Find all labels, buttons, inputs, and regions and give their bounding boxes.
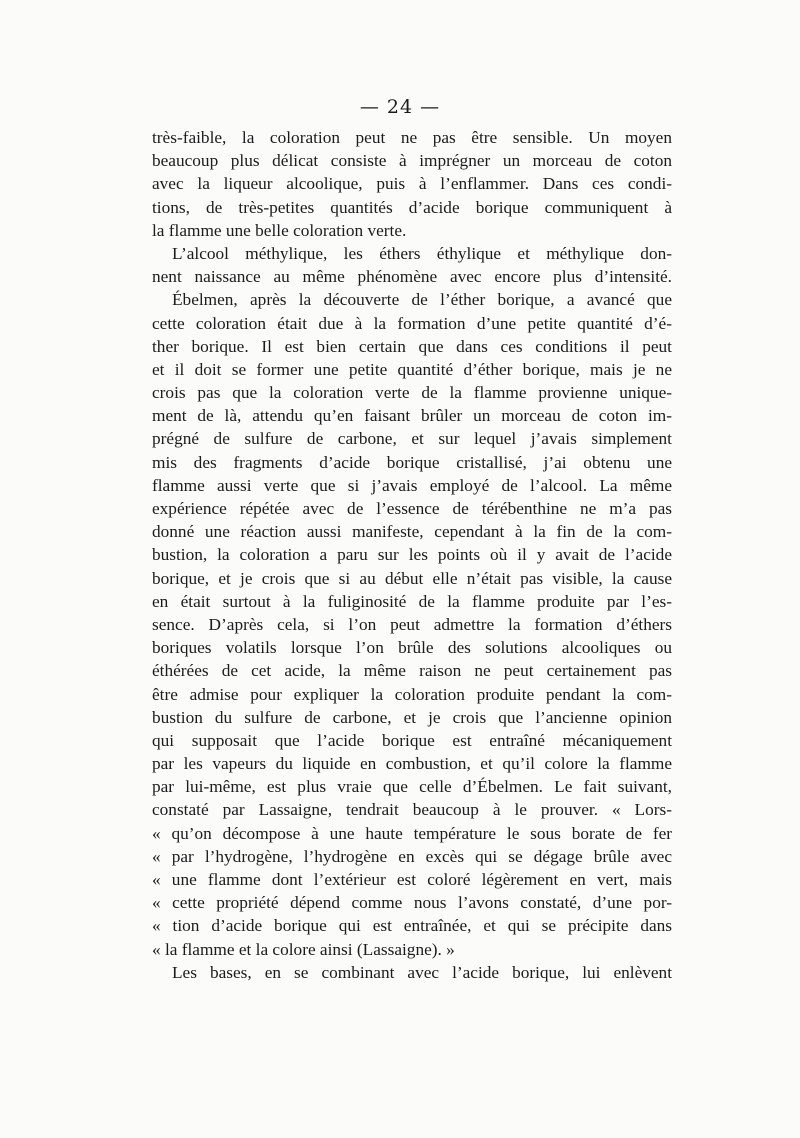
text-line: expérience répétée avec de l’essence de térébenthine ne m’a pas xyxy=(152,499,672,518)
text-line: boriques volatils lorsque l’on brûle des solutions alcooliques ou xyxy=(152,638,672,658)
text-line: Les bases, en se combinant avec l’acide borique, lui enlèvent xyxy=(172,962,672,982)
text-line: « la flamme et la colore ainsi (Lassaigne). » xyxy=(152,939,455,959)
text-line: par les vapeurs du liquide en combustion, et qu’il colore la flamme xyxy=(152,754,672,774)
text-line: en était surtout à la fuliginosité de la flamme produite par l’es- xyxy=(152,591,672,611)
text-line: prégné de sulfure de carbone, et sur lequel j’avais simplement xyxy=(152,429,672,449)
text-line: et il doit se former une petite quantité d’éther borique, mais je ne xyxy=(152,359,672,379)
text-line: « tion d’acide borique qui est entraînée, et qui se précipite dans xyxy=(152,916,672,936)
text-line: flamme aussi verte que si j’avais employé de l’alcool. La même xyxy=(152,475,672,495)
text-line: éthérées de cet acide, la même raison ne peut certainement pas xyxy=(152,661,672,681)
text-line: crois pas que la coloration verte de la flamme provienne unique- xyxy=(152,383,672,403)
text-line: être admise pour expliquer la coloration produite pendant la com- xyxy=(152,684,672,704)
text-line: borique, et je crois que si au début elle n’était pas visible, la cause xyxy=(152,568,672,588)
text-line: par lui-même, est plus vraie que celle d’Ébelmen. Le fait suivant, xyxy=(152,777,672,797)
text-line: avec la liqueur alcoolique, puis à l’enflammer. Dans ces condi- xyxy=(152,174,672,194)
text-line: « une flamme dont l’extérieur est coloré légèrement en vert, mais xyxy=(152,870,672,889)
page-number: — 24 — xyxy=(359,96,441,118)
body-text xyxy=(152,126,672,984)
text-line: bustion, la coloration a paru sur les points où il y avait de l’acide xyxy=(152,545,672,565)
text-line: nent naissance au même phénomène avec encore plus d’intensité. xyxy=(152,267,672,287)
text-line: qui supposait que l’acide borique est entraîné mécaniquement xyxy=(152,730,672,750)
text-line: sence. D’après cela, si l’on peut admettre la formation d’éthers xyxy=(152,614,672,634)
text-line: cette coloration était due à la formation d’une petite quantité d’é- xyxy=(152,313,672,333)
text-line: donné une réaction aussi manifeste, cependant à la fin de la com- xyxy=(152,522,672,542)
text-line: mis des fragments d’acide borique cristallisé, j’ai obtenu une xyxy=(152,452,672,472)
text-line: très-faible, la coloration peut ne pas être sensible. Un moyen xyxy=(152,128,672,147)
text-line: « par l’hydrogène, l’hydrogène en excès qui se dégage brûle avec xyxy=(152,846,672,866)
text-line: la flamme une belle coloration verte. xyxy=(152,220,407,240)
text-line: tions, de très-petites quantités d’acide borique communiquent à xyxy=(152,197,672,217)
text-line: « cette propriété dépend comme nous l’avons constaté, d’une por- xyxy=(152,893,672,913)
text-line: constaté par Lassaigne, tendrait beaucoup à le prouver. « Lors- xyxy=(152,800,672,820)
text-line: bustion du sulfure de carbone, et je crois que l’ancienne opinion xyxy=(152,707,672,727)
text-line: ther borique. Il est bien certain que dans ces conditions il peut xyxy=(152,336,672,356)
text-line: L’alcool méthylique, les éthers éthylique et méthylique don- xyxy=(172,243,672,263)
text-line: Ébelmen, après la découverte de l’éther borique, a avancé que xyxy=(172,290,672,310)
text-line: « qu’on décompose à une haute température le sous borate de fer xyxy=(152,823,672,843)
text-line: beaucoup plus délicat consiste à imprégner un morceau de coton xyxy=(152,151,672,171)
text-line: ment de là, attendu qu’en faisant brûler un morceau de coton im- xyxy=(152,406,672,426)
